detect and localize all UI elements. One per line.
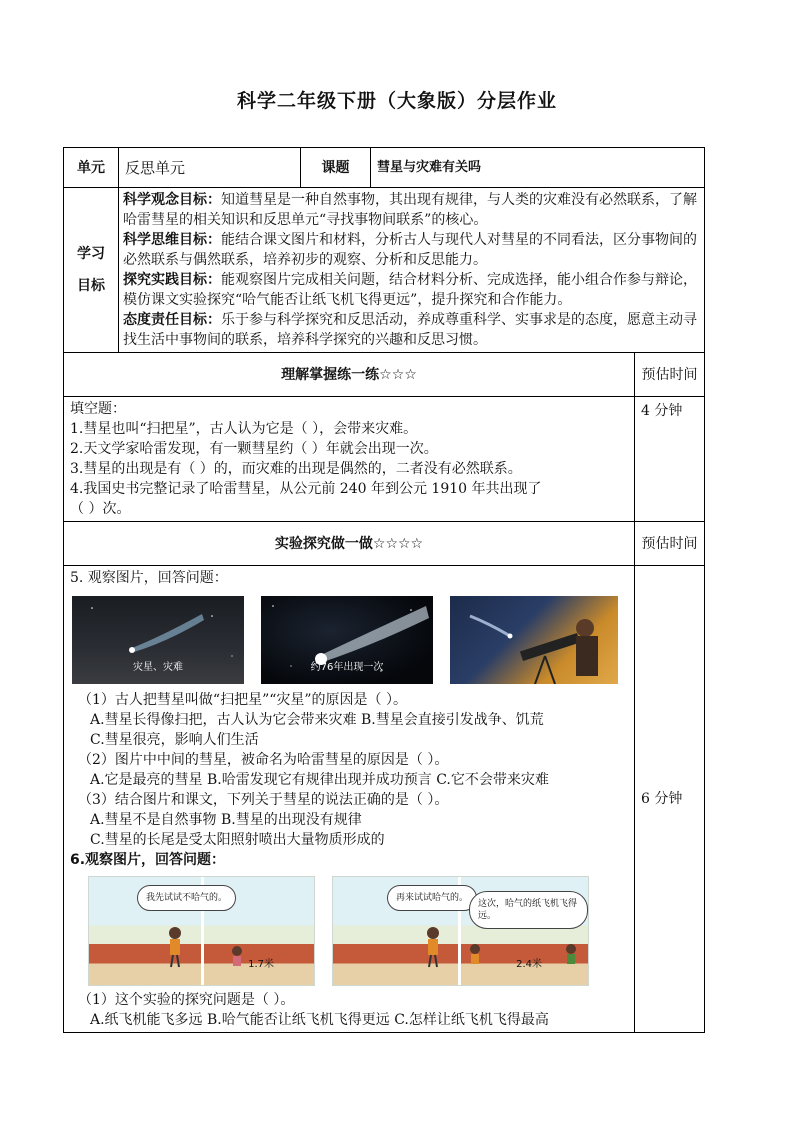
section1-questions [64, 397, 635, 522]
telescope-photo [450, 596, 618, 684]
goals-label [64, 188, 119, 353]
q5-line: （3）结合图片和课文，下列关于彗星的说法正确的是（ ）。 [78, 792, 449, 808]
goal-item-text: 知道彗星是一种自然事物，其出现有规律，与人类的灾难没有必然联系，了解哈雷彗星的相关知识和反思单元“寻找事物间联系”的核心。 [123, 192, 697, 228]
section2-questions [64, 566, 635, 1033]
q5-line: A.它是最亮的彗星 B.哈雷发现它有规律出现并成功预言 C.它不会带来灾难 [90, 772, 549, 788]
section1-time-label: 预估时间 [635, 353, 705, 397]
section2-heading: 实验探究做一做☆☆☆☆ [64, 522, 635, 566]
goal-item [123, 190, 700, 230]
goals-label-line2: 目标 [77, 278, 105, 294]
q5-line: A.彗星长得像扫把，古人认为它会带来灾难 B.彗星会直接引发战争、饥荒 [90, 712, 544, 728]
paper-plane-cartoons [88, 876, 628, 986]
comet-photo-caption: 约76年出现一次 [310, 662, 384, 673]
goals-content [119, 188, 705, 353]
cartoon-panel [332, 876, 589, 986]
goal-item-label: 科学思维目标： [123, 232, 221, 248]
comet-photos [72, 596, 628, 684]
page-title: 科学二年级下册（大象版）分层作业 [236, 90, 557, 112]
fill-blank-intro: 填空题： [70, 401, 126, 417]
speech-bubble: 我先试试不哈气的。 [137, 885, 236, 911]
section2-time-label: 预估时间 [635, 522, 705, 566]
unit-label: 单元 [64, 148, 119, 188]
telescope-photo-image [450, 596, 618, 684]
q6-intro: 6.观察图片，回答问题： [70, 852, 226, 868]
goal-item-label: 态度责任目标： [123, 312, 221, 328]
goals-label-line1: 学习 [77, 246, 105, 262]
topic-label: 课题 [301, 148, 371, 188]
q6-line: A.纸飞机能飞多远 B.哈气能否让纸飞机飞得更远 C.怎样让纸飞机飞得最高 [90, 1012, 549, 1028]
q5-line: C.彗星很亮，影响人们生活 [90, 732, 259, 748]
goal-item-text: 能观察图片完成相关问题，结合材料分析、完成选择，能小组合作参与辩论，模仿课文实验探究“哈气能否让纸飞机飞得更远”，提升探究和合作能力。 [123, 272, 697, 308]
q5-intro: 5. 观察图片，回答问题： [70, 570, 228, 586]
worksheet-table [63, 147, 705, 1033]
unit-value: 反思单元 [119, 148, 301, 188]
child-figure-icon [89, 877, 314, 985]
goal-item-text: 能结合课文图片和材料，分析古人与现代人对彗星的不同看法，区分事物间的必然联系与偶然联系，培养初步的观察、分析和反思能力。 [123, 232, 697, 268]
comet-photo [72, 596, 244, 684]
section1-heading: 理解掌握练一练☆☆☆ [64, 353, 635, 397]
goal-item-label: 科学观念目标： [123, 192, 221, 208]
fill-blank-line: （ ）次。 [70, 501, 131, 517]
fill-blank-line: 1.彗星也叫“扫把星”，古人认为它是（ ），会带来灾难。 [70, 421, 418, 437]
goal-item [123, 270, 700, 310]
goal-item-text: 乐于参与科学探究和反思活动，养成尊重科学、实事求是的态度，愿意主动寻找生活中事物间的联系，培养科学探究的兴趣和反思习惯。 [123, 312, 697, 348]
fill-blank-line: 3.彗星的出现是有（ ）的，而灾难的出现是偶然的，二者没有必然联系。 [70, 461, 522, 477]
distance-label: 2.4米 [516, 959, 542, 970]
q5-line: （2）图片中中间的彗星，被命名为哈雷彗星的原因是（ ）。 [78, 752, 449, 768]
fill-blank-line: 4.我国史书完整记录了哈雷彗星，从公元前 240 年到公元 1910 年共出现了 [70, 481, 542, 497]
child-figure-icon [333, 877, 588, 985]
q6-line: （1）这个实验的探究问题是（ ）。 [78, 992, 295, 1008]
comet-photo-caption: 灾星、灾难 [133, 662, 183, 673]
goal-item [123, 230, 700, 270]
comet-photo [261, 596, 433, 684]
section1-time-value: 4 分钟 [635, 397, 705, 522]
q5-line: C.彗星的长尾是受太阳照射喷出大量物质形成的 [90, 832, 385, 848]
q5-line: （1）古人把彗星叫做“扫把星”“灾星”的原因是（ ）。 [78, 692, 407, 708]
cartoon-panel [88, 876, 315, 986]
fill-blank-line: 2.天文学家哈雷发现，有一颗彗星约（ ）年就会出现一次。 [70, 441, 438, 457]
goal-item-label: 探究实践目标： [123, 272, 221, 288]
q5-line: A.彗星不是自然事物 B.彗星的出现没有规律 [90, 812, 362, 828]
goal-item [123, 310, 700, 350]
topic-value: 彗星与灾难有关吗 [371, 148, 705, 188]
speech-bubble: 再来试试哈气的。 [387, 885, 477, 911]
speech-bubble: 这次，哈气的纸飞机飞得远。 [469, 891, 588, 929]
distance-label: 1.7米 [248, 959, 274, 970]
section2-time-value: 6 分钟 [635, 566, 705, 1033]
